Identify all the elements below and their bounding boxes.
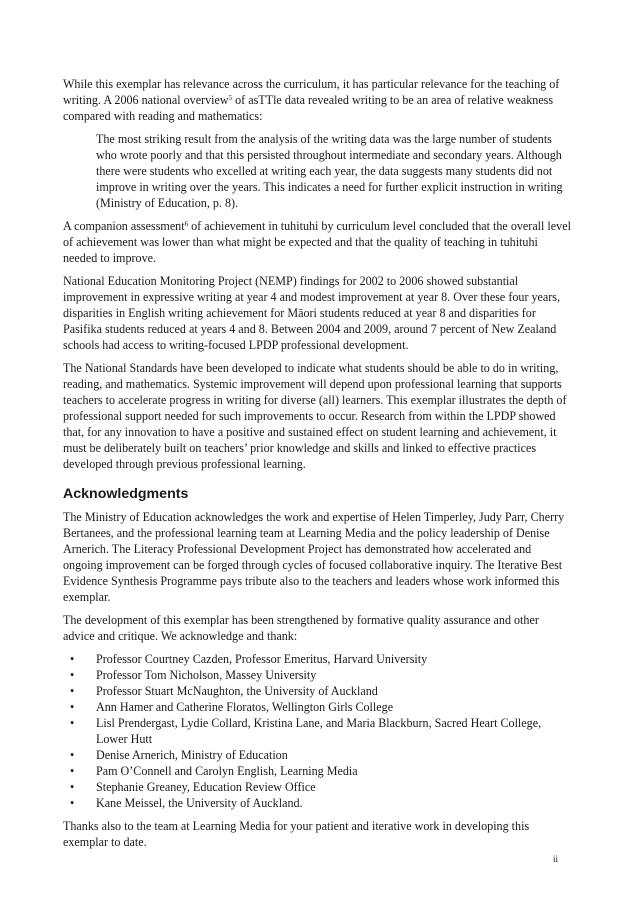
bullet-icon: • [70,796,75,810]
bullet-icon: • [70,668,75,682]
acknowledgment-list [63,651,573,811]
acknowledgments-heading: Acknowledgments [63,486,189,502]
list-item [63,747,573,763]
list-item-text: Lisl Prendergast, Lydie Collard, Kristina Lane, and Maria Blackburn, Sacred Heart College, Lower Hutt [96,716,542,746]
list-item [63,651,573,667]
thanks-paragraph: Thanks also to the team at Learning Media for your patient and iterative work in developing this exemplar to date. [63,819,530,849]
nemp-paragraph: National Education Monitoring Project (NEMP) findings for 2002 to 2006 showed substantial improvement in expressive writing at year 4 and modest improvement at year 8. Over these four years, disparities in English writing achievement for Māori students reduced at year 8 and disparities for Pasifika students reduced at years 4 and 8. Between 2004 and 2009, around 7 percent of New Zealand schools had access to writing-focused LPDP professional development. [63,274,561,352]
companion-text-part1: A companion assessment [63,219,185,233]
bullet-icon: • [70,684,75,698]
list-item-text: Professor Tom Nicholson, Massey University [96,668,317,682]
list-item [63,763,573,779]
list-item-text: Kane Meissel, the University of Auckland. [96,796,303,810]
list-item-text: Pam O’Connell and Carolyn English, Learning Media [96,764,358,778]
companion-text-part2: of achievement in tuhituhi by curriculum level concluded that the overall level of achievement was lower than what might be expected and that the quality of teaching in tuhituhi needed to improve. [63,219,571,265]
bullet-icon: • [70,748,75,762]
acknowledgments-paragraph-1: The Ministry of Education acknowledges the work and expertise of Helen Timperley, Judy Parr, Cherry Bertanees, and the professional learning team at Learning Media and the policy leadership of Denise Arnerich. The Literacy Professional Development Project has demonstrated how accelerated and ongoing improvement can be forged through cycles of focused collaborative inquiry. The Iterative Best Evidence Synthesis Programme pays tribute also to the teachers and leaders whose work informed this exemplar. [63,510,565,604]
intro-text-part1: While this exemplar has relevance across the curriculum, it has particular relevance for the teaching of writing. A 2006 national overview [63,77,560,107]
list-item-text: Denise Arnerich, Ministry of Education [96,748,288,762]
list-item [63,683,573,699]
document-page [63,76,573,857]
footnote-marker-5: 5 [228,94,233,102]
list-item-text: Professor Stuart McNaughton, the University of Auckland [96,684,378,698]
acknowledgments-paragraph-2: The development of this exemplar has been strengthened by formative quality assurance and other advice and critique. We acknowledge and thank: [63,613,539,643]
national-standards-paragraph: The National Standards have been developed to indicate what students should be able to do in writing, reading, and mathematics. Systemic improvement will depend upon professional learning that supports teachers to accelerate progress in writing for diverse (all) learners. This exemplar illustrates the depth of professional support needed for such improvements to occur. Research from within the LPDP showed that, for any innovation to have a positive and sustained effect on student learning and achievement, it must be deliberately built on teachers’ prior knowledge and skills and linked to effective practices developed through previous professional learning. [63,361,567,471]
list-item [63,795,573,811]
intro-paragraph [63,76,573,124]
bullet-icon: • [70,700,75,714]
list-item-text: Ann Hamer and Catherine Floratos, Wellington Girls College [96,700,394,714]
footnote-marker-6: 6 [184,220,189,228]
list-item [63,715,573,747]
list-item-text: Professor Courtney Cazden, Professor Emeritus, Harvard University [96,652,428,666]
intro-text-part2: of asTTle data revealed writing to be an area of relative weakness compared with reading and mathematics: [63,93,554,123]
bullet-icon: • [70,652,75,666]
list-item [63,699,573,715]
list-item [63,779,573,795]
bullet-icon: • [70,716,75,730]
bullet-icon: • [70,780,75,794]
page-number: ii [553,854,559,864]
block-quote: The most striking result from the analysis of the writing data was the large number of students who wrote poorly and that this persisted throughout intermediate and secondary years. Although there were students who excelled at writing each year, the data suggests many students did not improve in writing over the years. This indicates a need for further explicit instruction in writing (Ministry of Education, p. 8). [96,132,563,210]
list-item [63,667,573,683]
companion-paragraph [63,218,573,266]
list-item-text: Stephanie Greaney, Education Review Office [96,780,316,794]
bullet-icon: • [70,764,75,778]
